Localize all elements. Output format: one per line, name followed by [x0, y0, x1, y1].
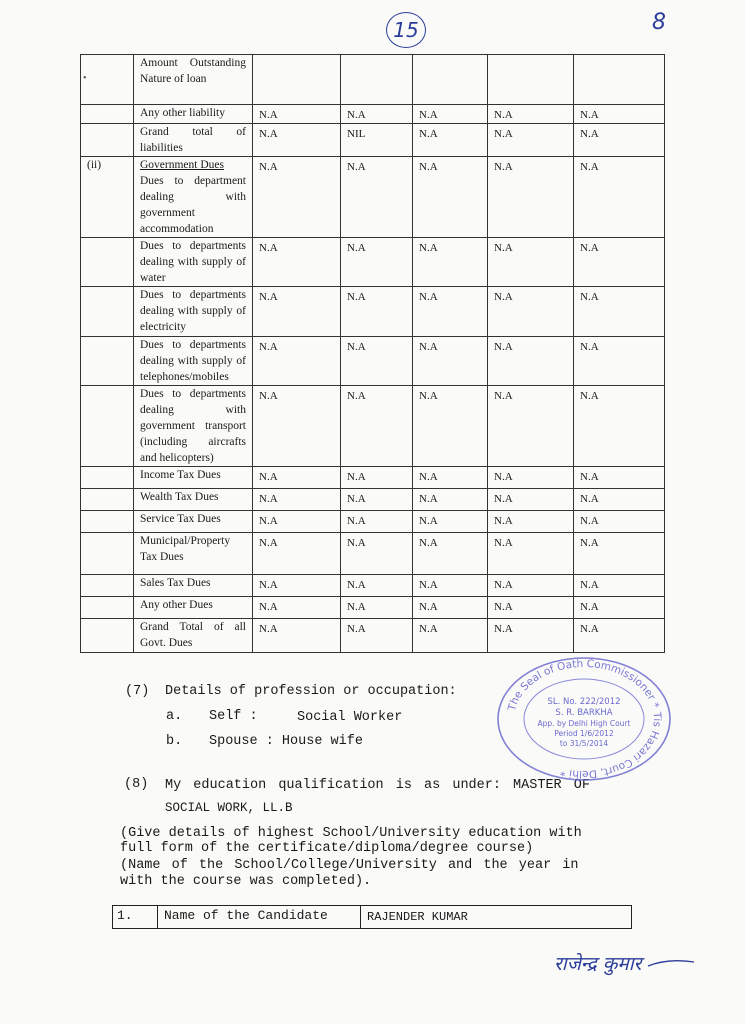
row-serial [81, 287, 134, 337]
row-value-cell [413, 55, 488, 105]
row-value-cell: N.A [488, 619, 574, 653]
table-row [81, 238, 665, 287]
row-description [134, 287, 253, 337]
row-value-cell: N.A [488, 105, 574, 124]
stamp-line4: Period 1/6/2012 [554, 729, 614, 738]
section7-label: Details of profession or occupation: [165, 684, 457, 699]
margin-dot: • [83, 73, 87, 84]
section7-a-value: Social Worker [297, 710, 403, 725]
table-row [81, 337, 665, 386]
row-value-cell: N.A [341, 105, 413, 124]
row-value-cell: N.A [574, 489, 665, 511]
row-description-text: Income Tax Dues [140, 469, 221, 481]
row-serial [81, 619, 134, 653]
row-serial: (ii) [81, 157, 134, 238]
row-value-cell: N.A [253, 105, 341, 124]
row-value-cell: N.A [574, 386, 665, 467]
row-value-cell: N.A [488, 511, 574, 533]
page-number-circled: 15 [386, 12, 426, 48]
row-value-cell: N.A [488, 337, 574, 386]
row-value-cell: N.A [413, 597, 488, 619]
stamp-ring-text: The Seal of Oath Commissioner * Tis Hazari Court, Delhi * [505, 657, 664, 781]
table-row [81, 467, 665, 489]
row-description [134, 386, 253, 467]
row-description [134, 533, 253, 575]
table-row [81, 157, 665, 238]
row-value-cell: N.A [341, 619, 413, 653]
row-value-cell: N.A [253, 287, 341, 337]
row-value-cell: N.A [413, 157, 488, 238]
row-value-cell [488, 55, 574, 105]
row-value-cell: N.A [574, 511, 665, 533]
row-value-cell: N.A [488, 489, 574, 511]
row-value-cell: N.A [253, 238, 341, 287]
row-description [134, 105, 253, 124]
row-value-cell: N.A [413, 575, 488, 597]
candidate-label: Name of the Candidate [158, 906, 361, 928]
row-value-cell: N.A [488, 287, 574, 337]
row-value-cell [574, 55, 665, 105]
row-value-cell: N.A [413, 287, 488, 337]
row-serial [81, 489, 134, 511]
row-value-cell: N.A [341, 533, 413, 575]
row-value-cell: N.A [574, 597, 665, 619]
section7-b-text: Spouse : House wife [209, 734, 363, 749]
stamp-line3: App. by Delhi High Court [537, 719, 631, 728]
row-value-cell: N.A [488, 238, 574, 287]
row-value-cell: N.A [574, 619, 665, 653]
section8-line1: My education qualification is as under: MASTER OF [165, 778, 590, 793]
row-value-cell: N.A [253, 619, 341, 653]
row-description-text: Wealth Tax Dues [140, 491, 219, 503]
row-value-cell: N.A [488, 467, 574, 489]
row-description [134, 597, 253, 619]
oath-commissioner-stamp [496, 656, 672, 782]
table-row [81, 287, 665, 337]
row-description [134, 124, 253, 157]
row-description-text: Dues to department dealing with government accommodation [140, 175, 246, 235]
row-serial [81, 105, 134, 124]
row-value-cell: NIL [341, 124, 413, 157]
row-serial [81, 337, 134, 386]
row-serial [81, 575, 134, 597]
row-value-cell: N.A [488, 597, 574, 619]
table-row [81, 105, 665, 124]
row-value-cell: N.A [341, 386, 413, 467]
row-value-cell: N.A [413, 533, 488, 575]
liabilities-table [80, 54, 665, 653]
row-description [134, 489, 253, 511]
page-number-corner: 8 [652, 10, 666, 35]
row-serial [81, 238, 134, 287]
table-row [81, 533, 665, 575]
row-value-cell: N.A [413, 467, 488, 489]
stamp-line1: SL. No. 222/2012 [547, 697, 621, 707]
row-description [134, 55, 253, 105]
row-value-cell: N.A [341, 467, 413, 489]
table-row [81, 386, 665, 467]
section8-line2: SOCIAL WORK, LL.B [165, 801, 293, 815]
row-description [134, 619, 253, 653]
candidate-name: RAJENDER KUMAR [367, 910, 468, 924]
row-value-cell: N.A [488, 124, 574, 157]
row-description [134, 337, 253, 386]
section8-note2: full form of the certificate/diploma/degree course) [120, 841, 534, 856]
stamp-line2: S. R. BARKHA [555, 708, 613, 718]
section7-number: (7) [125, 684, 150, 699]
row-description [134, 511, 253, 533]
row-serial [81, 124, 134, 157]
row-description-text: Municipal/Property Tax Dues [140, 535, 231, 563]
row-description [134, 467, 253, 489]
row-value-cell: N.A [341, 597, 413, 619]
row-value-cell [253, 55, 341, 105]
row-value-cell: N.A [253, 386, 341, 467]
handwritten-signature [548, 938, 698, 986]
row-description [134, 575, 253, 597]
row-serial [81, 55, 134, 105]
row-value-cell: N.A [574, 238, 665, 287]
candidate-name-box [112, 905, 632, 929]
row-description [134, 238, 253, 287]
row-value-cell: N.A [341, 489, 413, 511]
row-serial [81, 533, 134, 575]
row-value-cell: N.A [341, 575, 413, 597]
row-value-cell: N.A [341, 157, 413, 238]
row-description-text: Dues to departments dealing with supply of electricity [140, 289, 246, 333]
row-value-cell: N.A [341, 337, 413, 386]
row-value-cell: N.A [413, 337, 488, 386]
row-description-heading: Government Dues [140, 159, 224, 171]
row-value-cell: N.A [341, 287, 413, 337]
section7-a-label: a. [166, 709, 183, 724]
row-value-cell: N.A [413, 124, 488, 157]
row-value-cell [341, 55, 413, 105]
row-value-cell: N.A [253, 489, 341, 511]
table-row [81, 575, 665, 597]
table-row [81, 597, 665, 619]
row-serial [81, 597, 134, 619]
row-value-cell: N.A [253, 157, 341, 238]
row-value-cell: N.A [253, 124, 341, 157]
row-value-cell: N.A [253, 467, 341, 489]
row-value-cell: N.A [253, 337, 341, 386]
table-row [81, 124, 665, 157]
row-value-cell: N.A [253, 575, 341, 597]
row-value-cell: N.A [574, 157, 665, 238]
row-value-cell: N.A [574, 105, 665, 124]
row-description-text: Dues to departments dealing with government transport (including aircrafts and helicopters) [140, 388, 246, 464]
candidate-row-number: 1. [113, 906, 158, 928]
row-description-text: Any other liability [140, 107, 225, 119]
row-description [134, 157, 253, 238]
row-serial [81, 467, 134, 489]
row-value-cell: N.A [413, 511, 488, 533]
row-value-cell: N.A [253, 533, 341, 575]
row-value-cell: N.A [574, 287, 665, 337]
row-value-cell: N.A [574, 337, 665, 386]
row-value-cell: N.A [413, 386, 488, 467]
row-description-text: Amount Outstanding Nature of loan [140, 57, 246, 85]
row-description-text: Grand total of liabilities [140, 126, 246, 154]
row-value-cell: N.A [574, 533, 665, 575]
table-row [81, 489, 665, 511]
row-description-text: Any other Dues [140, 599, 213, 611]
table-row [81, 619, 665, 653]
table-row [81, 511, 665, 533]
section8-note4: with the course was completed). [120, 874, 372, 889]
row-value-cell: N.A [488, 575, 574, 597]
row-description-text: Dues to departments dealing with supply of telephones/mobiles [140, 339, 246, 383]
section7-a-key: Self : [209, 709, 258, 724]
row-serial [81, 386, 134, 467]
row-value-cell: N.A [413, 105, 488, 124]
row-value-cell: N.A [574, 467, 665, 489]
row-value-cell: N.A [488, 386, 574, 467]
row-value-cell: N.A [574, 124, 665, 157]
row-value-cell: N.A [574, 575, 665, 597]
section8-number: (8) [124, 777, 149, 792]
row-description-text: Dues to departments dealing with supply of water [140, 240, 246, 284]
table-row [81, 55, 665, 105]
row-serial [81, 511, 134, 533]
section8-note1: (Give details of highest School/University education with [120, 826, 582, 841]
row-value-cell: N.A [253, 511, 341, 533]
row-value-cell: N.A [341, 511, 413, 533]
stamp-line5: to 31/5/2014 [559, 739, 609, 748]
row-value-cell: N.A [413, 619, 488, 653]
section7-b-label: b. [166, 734, 183, 749]
row-value-cell: N.A [341, 238, 413, 287]
row-description-text: Sales Tax Dues [140, 577, 211, 589]
row-value-cell: N.A [488, 533, 574, 575]
section8-note3: (Name of the School/College/University and the year in [120, 858, 579, 873]
row-description-text: Service Tax Dues [140, 513, 221, 525]
row-description-text: Grand Total of all Govt. Dues [140, 621, 246, 649]
row-value-cell: N.A [413, 238, 488, 287]
row-value-cell: N.A [488, 157, 574, 238]
svg-text:राजेन्द्र कुमार: राजेन्द्र कुमार [554, 953, 642, 975]
row-value-cell: N.A [413, 489, 488, 511]
row-value-cell: N.A [253, 597, 341, 619]
